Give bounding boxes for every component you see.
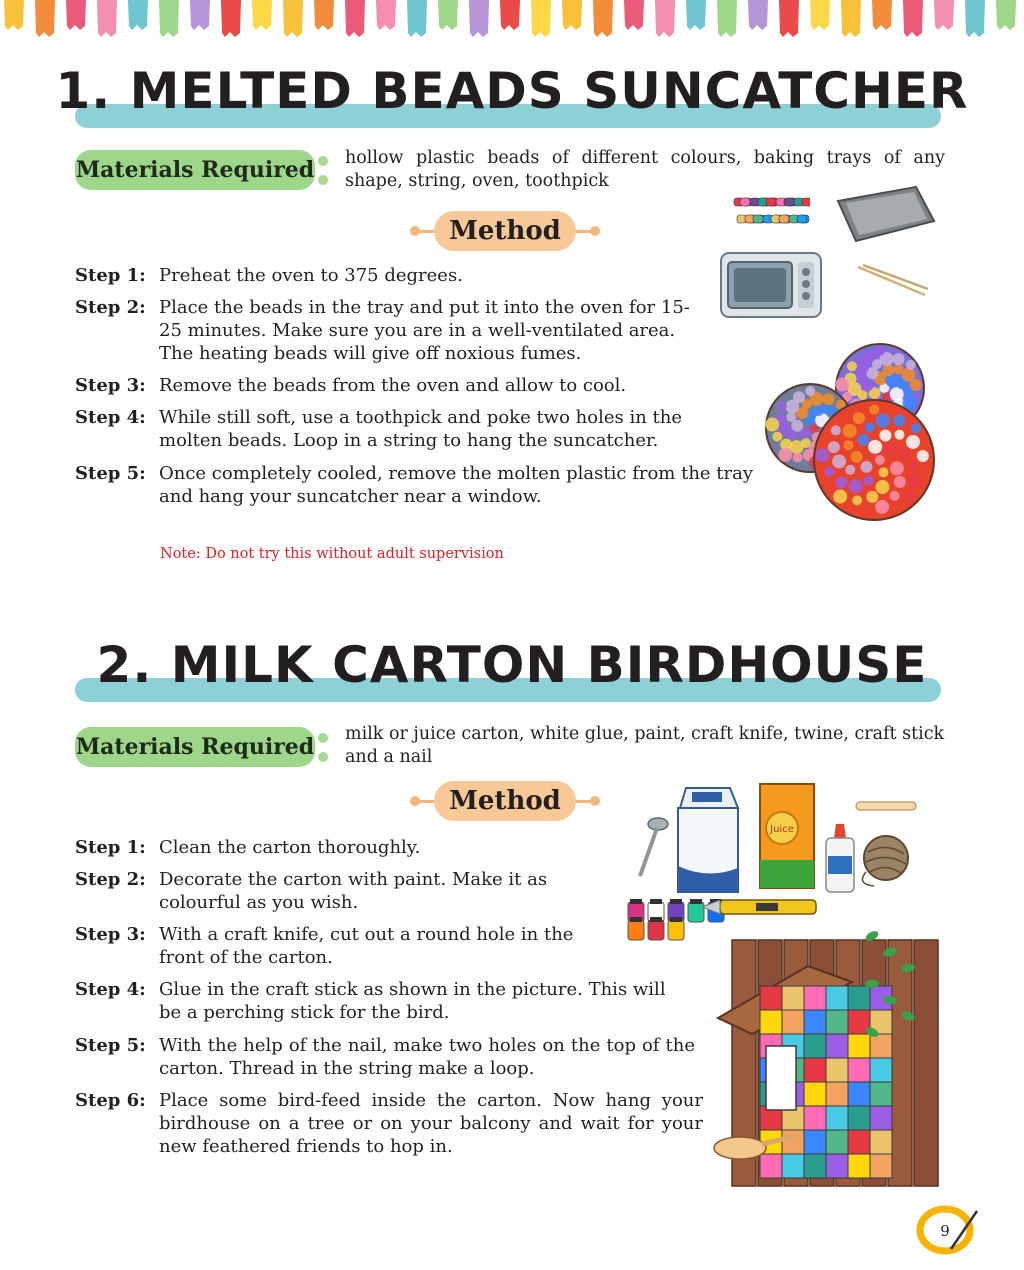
materials-bullets — [318, 733, 330, 771]
materials-text: hollow plastic beads of different colours, baking trays of any shape, string, oven, toothpick — [345, 148, 945, 191]
safety-note: Note: Do not try this without adult supervision — [160, 546, 504, 562]
step-text: Place some bird-feed inside the carton. Now hang your birdhouse on a tree or on your balcony and wait for your new feathered friends to hop in. — [159, 1090, 703, 1157]
craft-knife-illustration — [700, 894, 822, 920]
materials-label: Materials Required — [75, 150, 315, 190]
step-label: Step 1: — [75, 265, 146, 286]
materials-bullets — [318, 156, 330, 194]
step-label: Step 6: — [75, 1090, 146, 1111]
method-header — [410, 211, 600, 251]
juice-carton-illustration — [752, 780, 822, 892]
birdhouse-illustration — [712, 926, 944, 1188]
step-label: Step 2: — [75, 297, 146, 318]
method-label: Method — [434, 211, 576, 251]
step-text: Once completely cooled, remove the molten plastic from the tray and hang your suncatcher near a window. — [159, 463, 754, 507]
step-text: Glue in the craft stick as shown in the picture. This will be a perching stick for the bird. — [159, 979, 666, 1023]
juice-label: Juice — [770, 824, 794, 835]
milk-carton-illustration — [672, 786, 744, 896]
step-label: Step 1: — [75, 837, 146, 858]
section-title: 1. MELTED BEADS SUNCATCHER — [55, 62, 969, 120]
step-text: Remove the beads from the oven and allow to cool. — [159, 375, 627, 396]
step-text: While still soft, use a toothpick and poke two holes in the molten beads. Loop in a string to hang the suncatcher. — [159, 407, 682, 451]
step-label: Step 5: — [75, 463, 146, 484]
step-text: Decorate the carton with paint. Make it as colourful as you wish. — [159, 869, 548, 913]
section-title: 2. MILK CARTON BIRDHOUSE — [96, 636, 928, 694]
step-label: Step 2: — [75, 869, 146, 890]
materials-text: milk or juice carton, white glue, paint, craft knife, twine, craft stick and a nail — [345, 724, 945, 767]
materials-label: Materials Required — [75, 727, 315, 767]
oven-illustration — [720, 250, 822, 322]
method-label: Method — [434, 781, 576, 821]
step-label: Step 4: — [75, 407, 146, 428]
baking-tray-illustration — [830, 183, 940, 245]
step-text: With a craft knife, cut out a round hole in the front of the carton. — [159, 924, 574, 968]
page-number-badge — [915, 1205, 979, 1255]
suncatcher-illustration — [762, 340, 937, 535]
glue-bottle-illustration — [822, 822, 858, 894]
step-label: Step 3: — [75, 924, 146, 945]
streamer-border — [0, 0, 1024, 48]
craft-stick-illustration — [855, 800, 917, 812]
method-header — [410, 781, 600, 821]
step-text: Clean the carton thoroughly. — [159, 837, 421, 858]
step-label: Step 4: — [75, 979, 146, 1000]
plastic-beads-illustration — [724, 190, 810, 240]
step-label: Step 3: — [75, 375, 146, 396]
twine-ball-illustration — [856, 832, 914, 890]
step-text: Preheat the oven to 375 degrees. — [159, 265, 463, 286]
toothpick-illustration — [855, 262, 930, 300]
step-label: Step 5: — [75, 1035, 146, 1056]
step-text: With the help of the nail, make two holes on the top of the carton. Thread in the string make a loop. — [159, 1035, 695, 1079]
step-text: Place the beads in the tray and put it into the oven for 15-25 minutes. Make sure you are in a well-ventilated area. The heating beads will give off noxious fumes. — [159, 297, 690, 364]
nail-illustration — [632, 816, 670, 880]
page-number: 9 — [940, 1222, 950, 1240]
